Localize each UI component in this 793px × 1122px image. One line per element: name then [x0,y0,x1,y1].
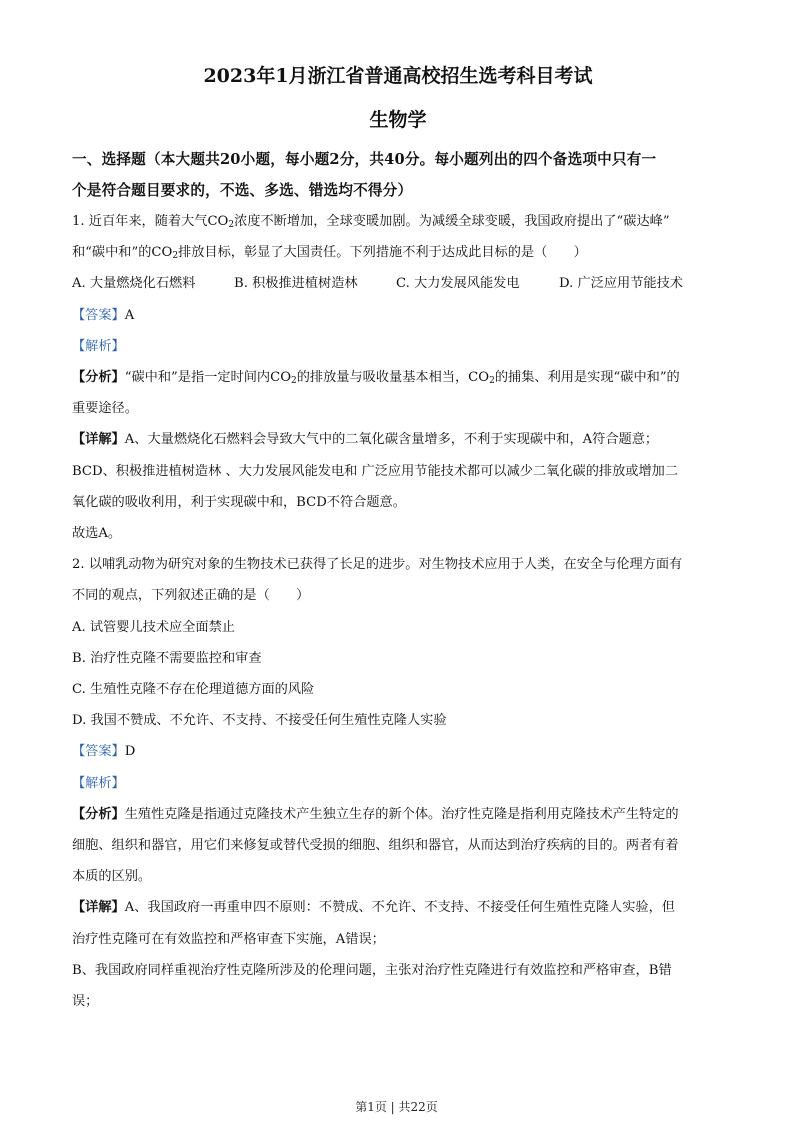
q1-answer: 【答案】A [72,307,135,323]
analysis-tag: 【解析】 [72,775,125,791]
q1-option-b: B. 积极推进植树造林 [234,276,358,292]
q2-option-c: C. 生殖性克隆不存在伦理道德方面的风险 [72,682,315,698]
q1-xiangjie-line-1: 【详解】A、大量燃烧化石燃料会导致大气中的二氧化碳含量增多，不利于实现碳中和，A符合题意； [72,432,659,448]
exam-title: 2023年1月浙江省普通高校招生选考科目考试 [203,65,593,87]
q2-answer: 【答案】D [72,744,136,760]
answer-tag: 【答案】 [72,307,125,323]
section-line-2: 个是符合题目要求的，不选、多选、错选均不得分） [72,182,413,199]
q1-stem-line-2: 和“碳中和”的$CO_2$排放目标，彰显了大国责任。下列措施不利于达成此目标的是（ ） [72,245,587,262]
q2-xiangjie-line-4: 误； [72,994,99,1010]
q1-analysis-heading [72,331,724,362]
q2-fenxi-line-2: 细胞、组织和器官，用它们来修复或替代受损的细胞、组织和器官，从而达到治疗疾病的目的。两者有着 [72,838,679,854]
q2-stem-line-2: 不同的观点，下列叙述正确的是（ ） [72,588,310,604]
document-page [72,62,724,1017]
page-footer: 第1页 | 共22页 [355,1100,438,1114]
q2-fenxi-line-1: 【分析】生殖性克隆是指通过克隆技术产生独立生存的新个体。治疗性克隆是指利用克隆技术产生特定的 [72,806,679,822]
q2-option-a: A. 试管婴儿技术应全面禁止 [72,619,235,635]
exam-subject: 生物学 [369,109,427,131]
q1-xiangjie-line-2: BCD、积极推进植树造林 、大力发展风能发电和 广泛应用节能技术都可以减少二氧化碳的排放或增加二 [72,463,679,479]
q2-xiangjie-line-3: B、我国政府同样重视治疗性克隆所涉及的伦理问题，主张对治疗性克隆进行有效监控和严格审查，B错 [72,962,672,978]
section-line-1: 一、选择题（本大题共20小题，每小题2分，共40分。每小题列出的四个备选项中只有一 [72,151,657,168]
xiangjie-tag: 【详解】 [72,900,125,916]
q1-option-d: D. 广泛应用节能技术 [559,276,683,292]
q1-xiangjie-line-3: 氧化碳的吸收利用，利于实现碳中和，BCD不符合题意。 [72,494,406,510]
q2-option-b: B. 治疗性克隆不需要监控和审查 [72,650,262,666]
q2-stem-line-1: 2. 以哺乳动物为研究对象的生物技术已获得了长足的进步。对生物技术应用于人类，在安全与伦理方面有 [72,557,683,573]
q1-stem-line-1: 1. 近百年来，随着大气$CO_2$浓度不断增加，全球变暖加剧。为减缓全球变暖，我国政府提出了“碳达峰” [72,214,670,230]
q1-option-c: C. 大力发展风能发电 [396,276,520,292]
q2-option-d: D. 我国不赞成、不允许、不支持、不接受任何生殖性克隆人实验 [72,713,447,729]
q1-conclusion: 故选A。 [72,526,122,542]
analysis-tag: 【解析】 [72,338,125,354]
answer-tag: 【答案】 [72,744,125,760]
xiangjie-tag: 【详解】 [72,432,125,448]
q1-option-a: A. 大量燃烧化石燃料 [72,276,196,292]
q1-fenxi-line-2: 重要途径。 [72,401,138,417]
q1-fenxi-line-1: 【分析】“碳中和”是指一定时间内$CO_2$的排放量与吸收量基本相当，$CO_2$的捕集、利用是实现“碳中和”的 [72,370,680,387]
fenxi-tag: 【分析】 [72,806,125,822]
section-heading [72,144,724,206]
q2-xiangjie-line-1: 【详解】A、我国政府一再重申四不原则：不赞成、不允许、不支持、不接受任何生殖性克隆人实验，但 [72,900,675,916]
q2-fenxi-line-3: 本质的区别。 [72,869,152,885]
fenxi-tag: 【分析】 [72,370,125,386]
question-1 [72,206,724,549]
q1-options [72,268,724,299]
question-2 [72,549,724,1017]
q2-analysis-heading [72,768,724,799]
q2-xiangjie-line-2: 治疗性克隆可在有效监控和严格审查下实施，A错误； [72,931,385,947]
